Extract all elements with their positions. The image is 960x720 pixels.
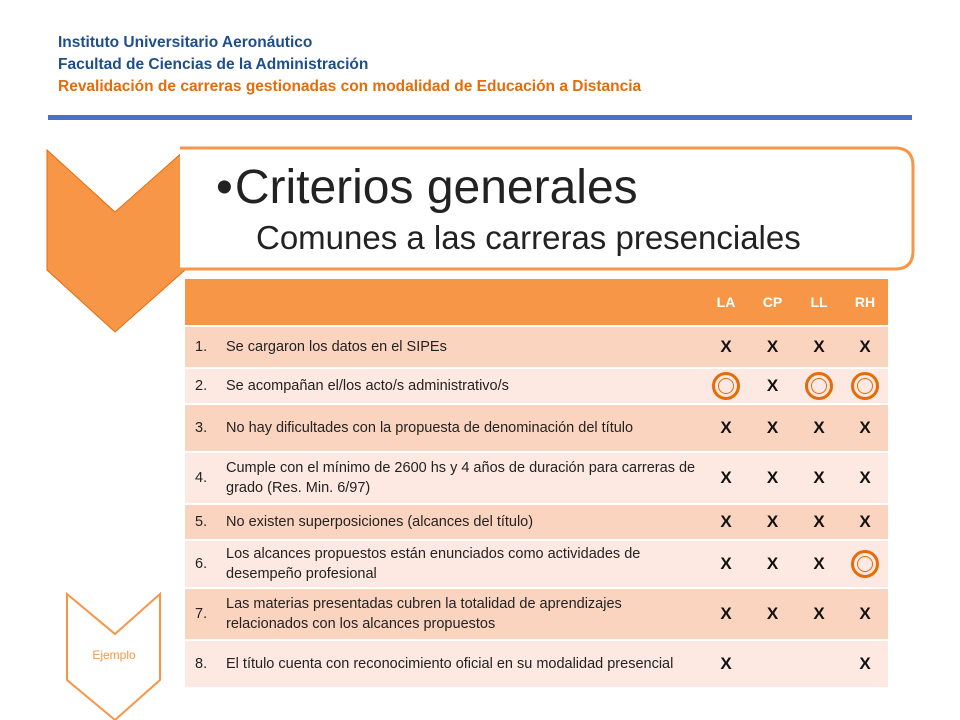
institution-name: Instituto Universitario Aeronáutico — [58, 34, 313, 51]
check-mark-value: X — [813, 554, 825, 573]
criterion-number: 3. — [185, 404, 225, 452]
check-mark-la — [703, 504, 749, 540]
column-header-rh: RH — [842, 279, 888, 326]
title-block — [216, 158, 906, 218]
page-subtitle: Comunes a las carreras presenciales — [256, 219, 801, 256]
table-row — [185, 368, 888, 404]
criteria-table — [185, 279, 888, 689]
page-title — [216, 158, 906, 218]
missing-circle-icon — [851, 372, 879, 400]
check-mark-cp — [749, 452, 796, 504]
check-mark-ll — [796, 640, 842, 688]
criterion-number: 7. — [185, 588, 225, 640]
check-mark-rh — [842, 368, 888, 404]
criterion-number: 5. — [185, 504, 225, 540]
check-mark-value: X — [766, 468, 779, 487]
check-mark-rh — [842, 452, 888, 504]
check-mark-ll — [796, 452, 842, 504]
missing-circle-icon — [851, 550, 879, 578]
check-mark-value: X — [720, 554, 732, 573]
check-mark-value: X — [766, 376, 779, 395]
check-mark-value: X — [720, 418, 732, 437]
check-mark-ll — [796, 588, 842, 640]
check-mark-rh — [842, 588, 888, 640]
table-row — [185, 588, 888, 640]
check-mark-value: X — [859, 512, 871, 531]
criterion-number: 4. — [185, 452, 225, 504]
check-mark-value: X — [813, 512, 825, 531]
check-mark-value: X — [766, 418, 779, 437]
faculty-name: Facultad de Ciencias de la Administración — [58, 56, 369, 73]
check-mark-la — [703, 588, 749, 640]
table-row — [185, 504, 888, 540]
check-mark-ll — [796, 404, 842, 452]
table-row — [185, 404, 888, 452]
criterion-description: El título cuenta con reconocimiento oficial en su modalidad presencial — [225, 640, 703, 688]
check-mark-la — [703, 326, 749, 368]
criterion-number: 1. — [185, 326, 225, 368]
check-mark-value: X — [813, 418, 825, 437]
criterion-number: 8. — [185, 640, 225, 688]
check-mark-cp — [749, 640, 796, 688]
document-subject: Revalidación de carreras gestionadas con modalidad de Educación a Distancia — [58, 78, 642, 95]
missing-circle-icon — [712, 372, 740, 400]
table-row — [185, 326, 888, 368]
check-mark-value: X — [859, 604, 871, 623]
criterion-description: Se acompañan el/los acto/s administrativo/s — [225, 368, 703, 404]
check-mark-value: X — [766, 554, 779, 573]
check-mark-value: X — [766, 337, 779, 356]
check-mark-value: X — [859, 468, 871, 487]
criterion-number: 6. — [185, 540, 225, 588]
ejemplo-label: Ejemplo — [92, 648, 136, 662]
check-mark-value: X — [766, 604, 779, 623]
check-mark-value: X — [859, 654, 871, 673]
check-mark-value: X — [720, 604, 732, 623]
check-mark-ll — [796, 504, 842, 540]
check-mark-rh — [842, 640, 888, 688]
check-mark-rh — [842, 504, 888, 540]
criterion-description: Cumple con el mínimo de 2600 hs y 4 años de duración para carreras de grado (Res. Min. 6/97) — [225, 452, 703, 504]
chevron-arrow — [47, 150, 185, 332]
check-mark-la — [703, 452, 749, 504]
column-header-la: LA — [703, 279, 749, 326]
criterion-number: 2. — [185, 368, 225, 404]
table-row — [185, 640, 888, 688]
check-mark-cp — [749, 504, 796, 540]
bullet-icon: • — [216, 161, 233, 214]
criterion-description: No existen superposiciones (alcances del título) — [225, 504, 703, 540]
criterion-description: Se cargaron los datos en el SIPEs — [225, 326, 703, 368]
check-mark-value: X — [813, 604, 825, 623]
check-mark-value: X — [720, 337, 732, 356]
check-mark-value: X — [813, 468, 825, 487]
check-mark-cp — [749, 404, 796, 452]
check-mark-la — [703, 640, 749, 688]
check-mark-ll — [796, 326, 842, 368]
table-row — [185, 540, 888, 588]
check-mark-value: X — [859, 337, 871, 356]
page-title-text: Criterios generales — [234, 161, 638, 214]
check-mark-rh — [842, 404, 888, 452]
check-mark-la — [703, 540, 749, 588]
table-header-row — [185, 279, 888, 326]
check-mark-value: X — [720, 654, 732, 673]
missing-circle-icon — [805, 372, 833, 400]
check-mark-la — [703, 368, 749, 404]
check-mark-cp — [749, 588, 796, 640]
check-mark-ll — [796, 368, 842, 404]
check-mark-value: X — [766, 512, 779, 531]
check-mark-value: X — [720, 468, 732, 487]
criterion-description: Las materias presentadas cubren la totalidad de aprendizajes relacionados con los alcances propuestos — [225, 588, 703, 640]
check-mark-ll — [796, 540, 842, 588]
check-mark-value: X — [813, 337, 825, 356]
check-mark-la — [703, 404, 749, 452]
column-header-cp: CP — [749, 279, 796, 326]
table-row — [185, 452, 888, 504]
check-mark-rh — [842, 540, 888, 588]
check-mark-value: X — [720, 512, 732, 531]
criterion-description: Los alcances propuestos están enunciados como actividades de desempeño profesional — [225, 540, 703, 588]
criterion-description: No hay dificultades con la propuesta de denominación del título — [225, 404, 703, 452]
column-header-ll: LL — [796, 279, 842, 326]
column-header-criteria — [185, 279, 703, 326]
check-mark-rh — [842, 326, 888, 368]
check-mark-cp — [749, 326, 796, 368]
check-mark-cp — [749, 540, 796, 588]
check-mark-cp — [749, 368, 796, 404]
check-mark-value: X — [859, 418, 871, 437]
